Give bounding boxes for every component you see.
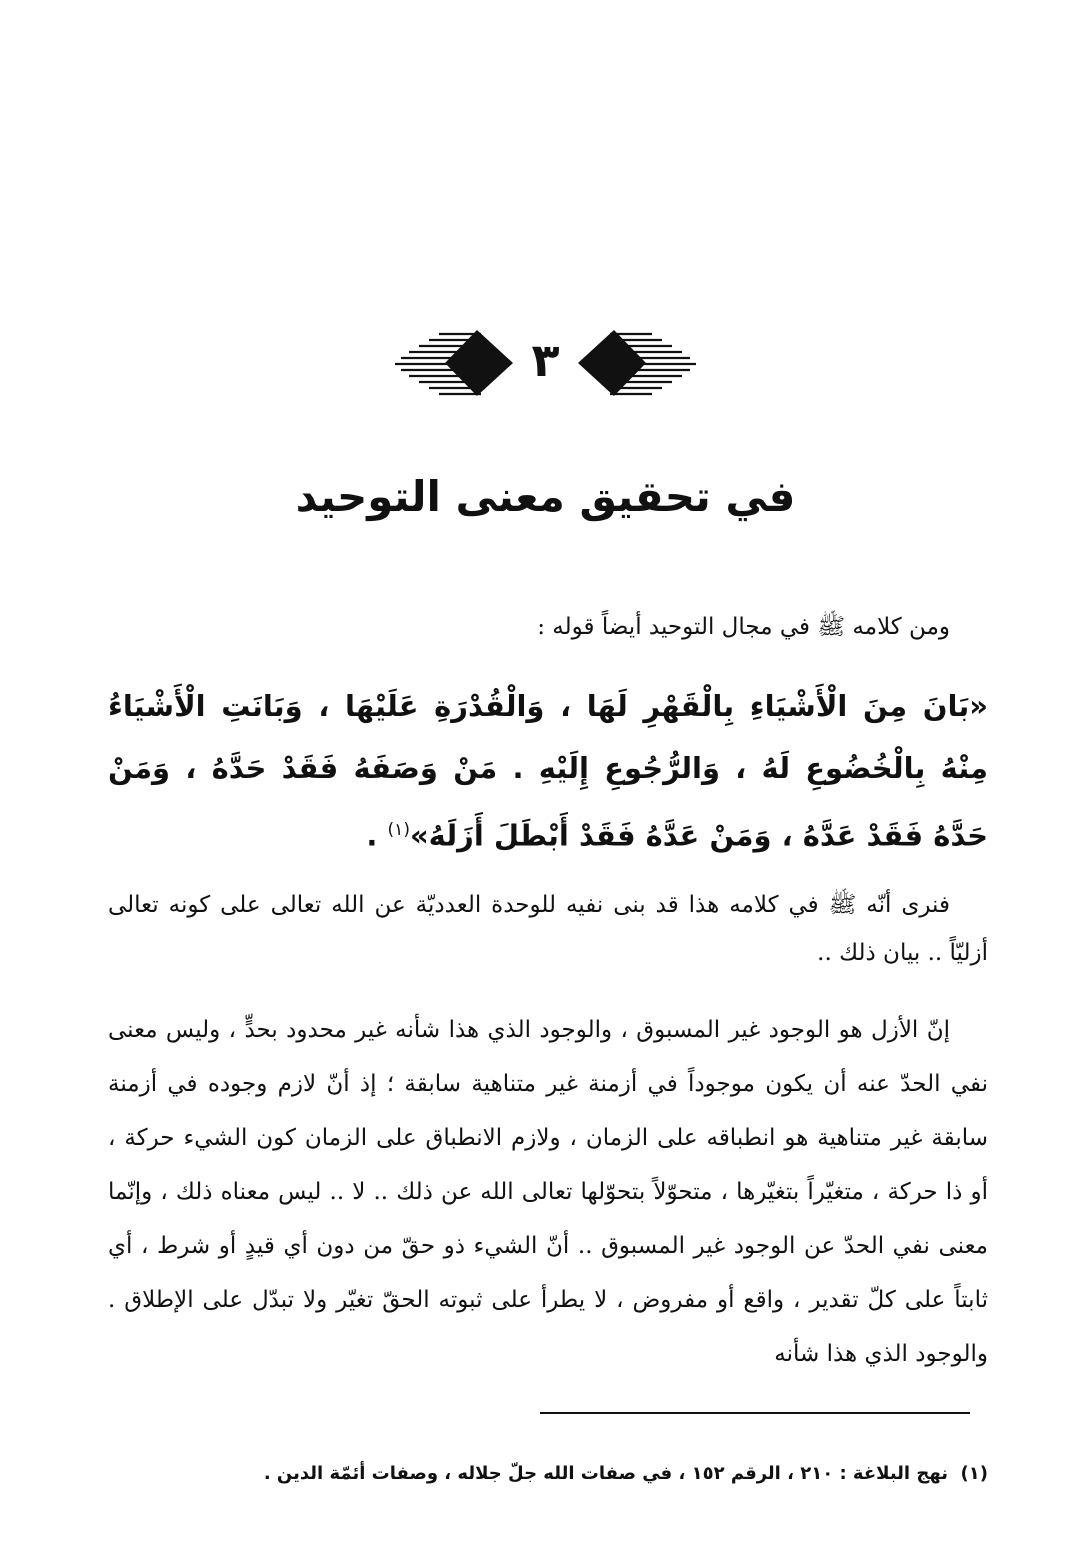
body-paragraph-2: إنّ الأزل هو الوجود غير المسبوق ، والوجود الذي هذا شأنه غير محدود بحدٍّ ، وليس معنى نفي الحدّ عنه أن يكون موجوداً في أزمنة غير متناهية سابقة ؛ إذ أنّ لازم وجوده في أزمنة سابقة غير متناهية هو انطباقه على الزمان ، ولازم الانطباق على الزمان كون الشيء حركة ، أو ذا حركة ، متغيّراً بتغيّرها ، متحوّلاً بتحوّلها تعالى الله عن ذلك .. لا .. ليس معناه ذلك ، وإنّما معنى نفي الحدّ عن الوجود غير المسبوق .. أنّ الشيء ذو حقّ من دون أي قيدٍ أو شرط ، أي ثابتاً على كلّ تقدير ، واقع أو مفروض ، لا يطرأ على ثبوته الحقّ تغيّر ولا تبدّل على الإطلاق . والوجود الذي هذا شأنه: [108, 1017, 988, 1367]
quote-text: «بَانَ مِنَ الْأَشْيَاءِ بِالْقَهْرِ لَهَا ، وَالْقُدْرَةِ عَلَيْهَا ، وَبَانَتِ الْأَشْيَاءُ مِنْهُ بِالْخُضُوعِ لَهُ ، وَالرُّجُوعِ إِلَيْهِ . مَنْ وَصَفَهُ فَقَدْ حَدَّهُ ، وَمَنْ حَدَّهُ فَقَدْ عَدَّهُ ، وَمَنْ عَدَّهُ فَقَدْ أَبْطَلَ أَزَلَهُ»: [108, 689, 988, 853]
body-paragraph-1: فنرى أنّه ﷺ في كلامه هذا قد بنى نفيه للوحدة العدديّة عن الله تعالى على كونه تعالى أزليّاً .. بيان ذلك ..: [108, 892, 988, 966]
chapter-title: في تحقيق معنى التوحيد: [295, 472, 796, 521]
quote-block: [108, 675, 988, 867]
chapter-number: ٣: [531, 333, 560, 387]
left-diamond-ornament-icon: [393, 326, 517, 400]
footnote-text: نهج البلاغة : ٢١٠ ، الرقم ١٥٢ ، في صفات الله جلّ جلاله ، وصفات أئمّة الدين .: [263, 1463, 948, 1484]
chapter-ornament: [0, 318, 1091, 408]
intro-paragraph: ومن كلامه ﷺ في مجال التوحيد أيضاً قوله :: [537, 614, 950, 640]
quote-footnote-ref[interactable]: (١): [387, 820, 410, 840]
footnote: [108, 1454, 988, 1494]
footnote-divider: [540, 1412, 970, 1414]
quote-end: .: [366, 818, 388, 853]
footnote-marker: (١): [960, 1463, 988, 1484]
right-diamond-ornament-icon: [574, 326, 698, 400]
